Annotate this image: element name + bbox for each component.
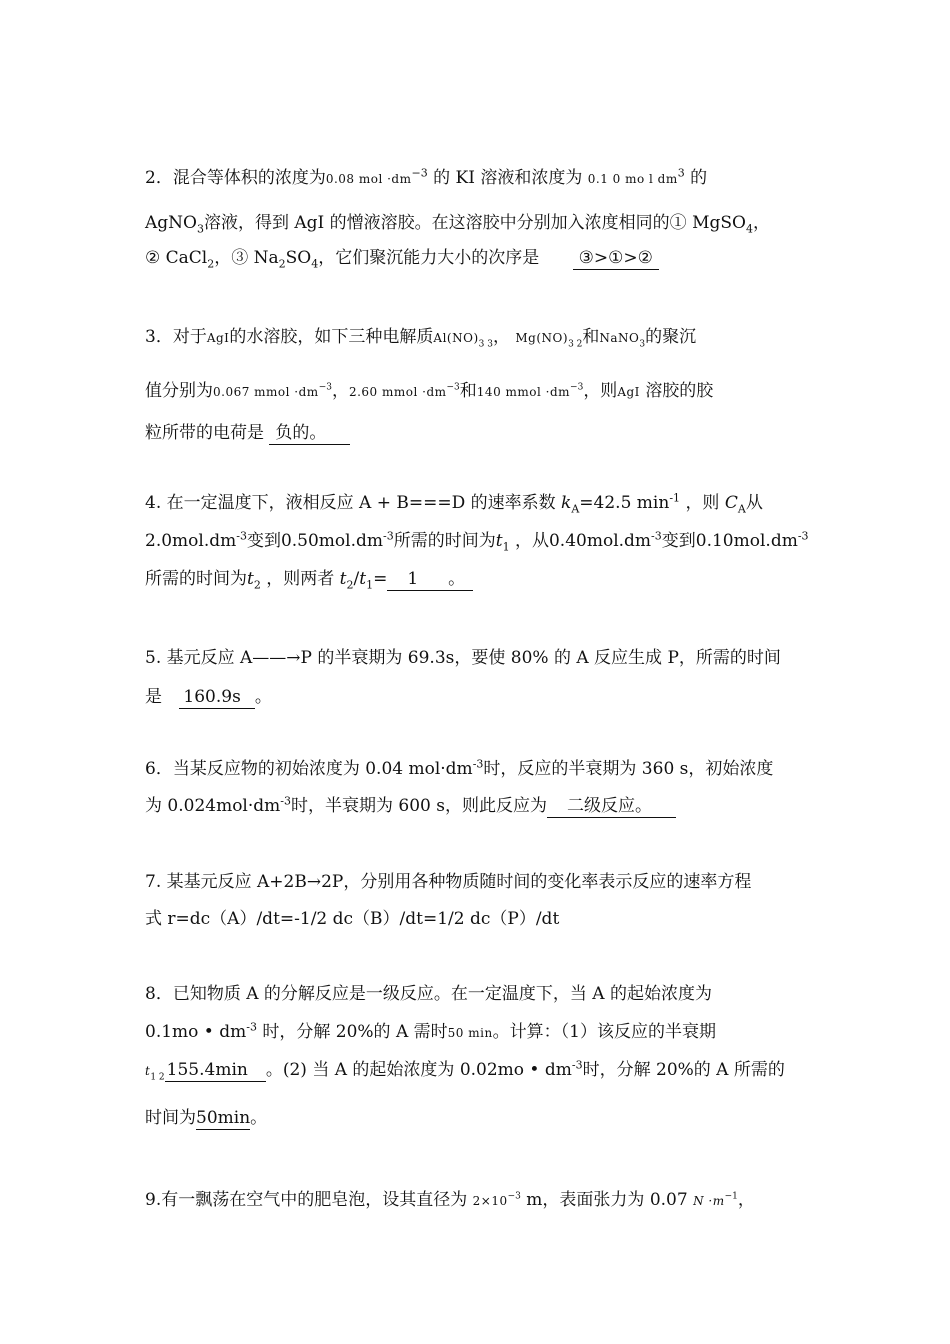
q7-text: 7. 某基元反应 A+2B→2P，分别用各种物质随时间的变化率表示反应的速率方程: [145, 872, 752, 892]
q4-symbol-c: C: [724, 493, 738, 513]
q3-electrolyte-2: Mg(NO: [515, 331, 563, 345]
q2-text: SO: [285, 248, 312, 268]
subscript: 3 3: [478, 339, 493, 350]
q3-agi: AgI: [617, 385, 640, 399]
q2-text: AgNO: [145, 213, 197, 233]
q8-line-1: [145, 983, 712, 1005]
q9-text: ，: [737, 1190, 755, 1210]
q3-electrolyte-2: ): [562, 331, 569, 345]
q3-value-2: 2.60 mmol ·dm: [348, 385, 447, 399]
subscript: 2: [207, 257, 215, 271]
superscript: -3: [571, 1058, 583, 1072]
q3-line-2: [145, 380, 713, 403]
q9-text: m，表面张力为 0.07: [526, 1190, 688, 1210]
q4-text: 所需的时间为: [145, 569, 247, 589]
q4-text: 0.10mol.dm: [695, 531, 798, 551]
q3-value-1: 0.067 mmol ·dm: [213, 385, 319, 399]
superscript: −3: [507, 1191, 521, 1202]
q3-text: 和: [459, 381, 477, 401]
q3-text: 粒所带的电荷是: [145, 423, 264, 443]
superscript: -1: [669, 491, 681, 505]
q8-text: 。(2) 当 A 的起始浓度为 0.02mo • dm: [265, 1060, 572, 1080]
q3-text: ，则: [583, 381, 618, 401]
q4-text: 所需的时间为: [393, 531, 496, 551]
q4-answer-value: 1: [407, 569, 419, 589]
superscript: -3: [797, 529, 809, 543]
q2-exp-2: 3: [677, 166, 685, 180]
q3-line-1: [145, 326, 696, 349]
q2-conc-1: 0.08 mol ·dm: [325, 172, 412, 186]
superscript: -3: [236, 529, 247, 543]
q3-electrolyte-1: ): [473, 331, 479, 345]
subscript: 3 2: [568, 339, 583, 350]
q4-answer: [387, 568, 473, 591]
superscript: −3: [318, 382, 332, 393]
q6-line-2: [145, 795, 676, 818]
q2-text: 溶液，得到 AgI 的憎液溶胶。在这溶胶中分别加入浓度相同的① MgSO: [203, 213, 746, 233]
q6-text: 6．当某反应物的初始浓度为 0.04 mol·dm: [145, 759, 473, 779]
q8-answer-2: 50min: [196, 1108, 251, 1128]
q4-symbol-t: t: [359, 569, 367, 589]
q4-symbol-t: t: [339, 569, 347, 589]
q3-line-3: [145, 422, 350, 445]
q4-symbol-t: t: [247, 569, 254, 589]
q2-line-1: [145, 167, 707, 190]
q2-text: ，: [752, 213, 770, 233]
q6-text: 为 0.024mol·dm: [145, 796, 281, 816]
q3-text: 的水溶胶，如下三种电解质: [229, 327, 434, 347]
q3-text: 和: [582, 327, 600, 347]
q2-text: 的: [690, 168, 708, 188]
q5-line-1: [145, 647, 781, 669]
q3-agi: AgI: [206, 331, 230, 345]
q3-text: 溶胶的胶: [645, 381, 714, 401]
q2-text: ，③ Na: [214, 248, 279, 268]
q9-text: 9.有一飘荡在空气中的肥皂泡，设其直径为: [145, 1190, 468, 1210]
q2-text: ② CaCl: [145, 248, 208, 268]
q4-text: =: [373, 569, 388, 589]
q7-rate-equation: 式 r=dc（A）/dt=-1/2 dc（B）/dt=1/2 dc（P）/dt: [145, 909, 560, 929]
q8-text: 时，分解 20%的 A 需时: [262, 1022, 448, 1042]
q4-text: 变到: [661, 531, 696, 551]
q9-line-1: [145, 1189, 755, 1212]
q7-line-2: [145, 908, 559, 930]
q8-text: 8．已知物质 A 的分解反应是一级反应。在一定温度下，当 A 的起始浓度为: [145, 984, 712, 1004]
q4-text: 2.0mol.dm: [145, 531, 237, 551]
subscript: A: [571, 502, 580, 516]
q4-text: /: [353, 569, 360, 589]
q3-answer: 负的。: [269, 422, 350, 445]
q6-text: 时，反应的半衰期为 360 s，初始浓度: [483, 759, 774, 779]
subscript: A: [737, 502, 746, 516]
q8-line-3: [145, 1059, 785, 1082]
q4-symbol-t: t: [495, 531, 503, 551]
q8-time: 50 min: [447, 1026, 493, 1040]
q4-text: ，则两者: [266, 569, 335, 589]
subscript: 2: [346, 578, 354, 592]
q6-answer: 二级反应。: [547, 795, 676, 818]
subscript: 2: [253, 578, 261, 592]
q3-electrolyte-3: NaNO: [599, 331, 640, 345]
superscript: -3: [472, 757, 484, 771]
q3-value-3: 140 mmol ·dm: [476, 385, 571, 399]
q2-text: ，它们聚沉能力大小的次序是: [318, 248, 540, 268]
superscript: -3: [651, 529, 662, 543]
q4-text: 4. 在一定温度下，液相反应 A + B===D 的速率系数: [145, 493, 556, 513]
q4-line-2: [145, 530, 809, 552]
q8-line-2: [145, 1021, 716, 1044]
superscript: −3: [446, 382, 460, 393]
q8-text: 0.1mo • dm: [145, 1022, 247, 1042]
superscript: -3: [383, 529, 394, 543]
q4-text: ，则: [685, 493, 720, 513]
q9-diameter: 2×10: [472, 1194, 508, 1208]
q2-text: 的 KI 溶液和浓度为: [433, 168, 583, 188]
q4-text: ，从: [514, 531, 549, 551]
q5-line-2: [145, 686, 272, 709]
q7-line-1: [145, 871, 751, 893]
q3-electrolyte-1: Al(NO: [433, 331, 474, 345]
q3-text: 3．对于: [145, 327, 207, 347]
q2-line-2: [145, 212, 770, 234]
q2-conc-2: 0.1 0 mo l dm: [587, 172, 678, 186]
q4-text: 。: [448, 569, 466, 589]
subscript: 3: [639, 339, 646, 350]
q5-text: 。: [254, 687, 272, 707]
superscript: −3: [570, 382, 584, 393]
q5-text: 5. 基元反应 A——→P 的半衰期为 69.3s，要使 80% 的 A 反应生成 P，所需的时间: [145, 648, 781, 668]
q4-text: 变到: [246, 531, 281, 551]
q2-text: 2．混合等体积的浓度为: [145, 168, 326, 188]
q4-line-1: [145, 492, 763, 514]
q4-symbol-k: k: [561, 493, 572, 513]
q8-text: 时，分解 20%的 A 所需的: [582, 1060, 785, 1080]
q8-symbol-t: t: [145, 1064, 151, 1078]
q8-text: 时间为: [145, 1108, 196, 1128]
q4-text: 0.50mol.dm: [280, 531, 384, 551]
q3-text: 值分别为: [145, 381, 213, 401]
q5-answer: 160.9s: [179, 686, 254, 709]
q2-answer: ③>①>②: [573, 247, 659, 270]
q6-text: 时，半衰期为 600 s，则此反应为: [291, 796, 547, 816]
q8-text: 。: [250, 1108, 268, 1128]
q2-line-3: [145, 247, 659, 270]
subscript: 1: [502, 540, 510, 554]
subscript: 4: [745, 222, 753, 236]
q6-line-1: [145, 758, 773, 780]
subscript: 2: [278, 257, 286, 271]
superscript: −1: [724, 1191, 738, 1202]
q3-text: ，: [492, 327, 510, 347]
q4-text: 从: [745, 493, 763, 513]
q8-text: 。计算：（1）该反应的半衰期: [492, 1022, 716, 1042]
subscript: 1 2: [150, 1072, 165, 1083]
q9-unit: N ·m: [693, 1194, 725, 1208]
subscript: 3: [196, 222, 204, 236]
superscript: -3: [280, 794, 291, 808]
q3-text: ，: [331, 381, 349, 401]
subscript: 4: [311, 257, 319, 271]
q8-answer-1: 155.4min: [165, 1059, 266, 1082]
superscript: -3: [246, 1020, 257, 1034]
q2-exp-1: −3: [411, 166, 428, 180]
q4-rate-constant: =42.5 min: [579, 493, 670, 513]
subscript: 1: [366, 578, 374, 592]
q8-line-4: [145, 1107, 267, 1130]
q4-text: 0.40mol.dm: [548, 531, 652, 551]
q4-line-3: [145, 568, 473, 591]
q3-text: 的聚沉: [645, 327, 697, 347]
q5-text: 是: [145, 687, 162, 707]
